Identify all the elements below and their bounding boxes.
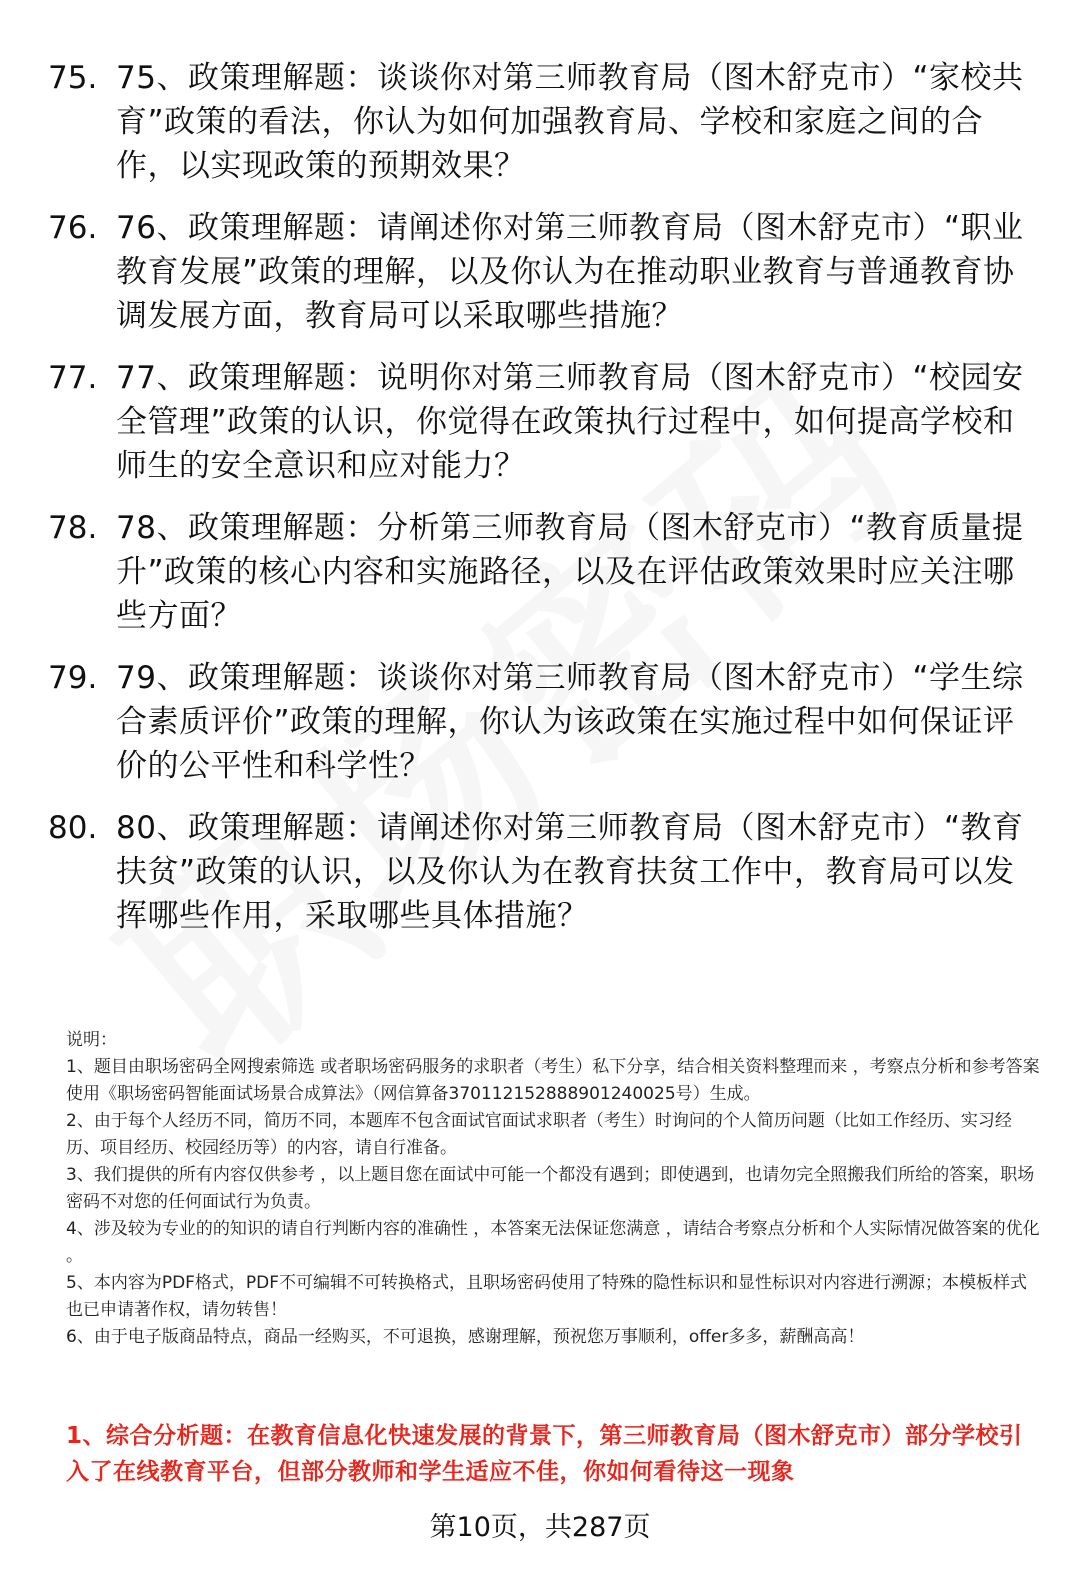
question-text: 78、政策理解题：分析第三师教育局（图木舒克市）“教育质量提升”政策的核心内容和实施路径，以及在评估政策效果时应关注哪些方面？: [116, 510, 1024, 634]
question-text: 76、政策理解题：请阐述你对第三师教育局（图木舒克市）“职业教育发展”政策的理解，以及你认为在推动职业教育与普通教育协调发展方面，教育局可以采取哪些措施？: [116, 210, 1024, 334]
question-number: 76.: [48, 210, 98, 246]
note-item: 4、涉及较为专业的的知识的请自行判断内容的准确性 ，本答案无法保证您满意 ，请结合考察点分析和个人实际情况做答案的优化 。: [66, 1219, 1040, 1266]
note-item: 6、由于电子版商品特点，商品一经购买，不可退换，感谢理解，预祝您万事顺利，offer多多，薪酬高高！: [66, 1327, 865, 1347]
question-item: [48, 56, 1038, 188]
page-number: 第10页，共287页: [429, 1512, 651, 1543]
question-item: [48, 506, 1038, 638]
question-text: 75、政策理解题：谈谈你对第三师教育局（图木舒克市）“家校共育”政策的看法，你认为如何加强教育局、学校和家庭之间的合作，以实现政策的预期效果？: [116, 60, 1024, 184]
note-item: 1、题目由职场密码全网搜索筛选 或者职场密码服务的求职者（考生）私下分享，结合相关资料整理而来 ，考察点分析和参考答案使用《职场密码智能面试场景合成算法》（网信算备370112152888901240025号）生成。: [66, 1057, 1040, 1104]
question-text: 79、政策理解题：谈谈你对第三师教育局（图木舒克市）“学生综合素质评价”政策的理解，你认为该政策在实施过程中如何保证评价的公平性和科学性？: [116, 660, 1024, 784]
notes-heading: 说明：: [66, 1030, 117, 1050]
question-number: 75.: [48, 60, 98, 96]
question-item: [48, 806, 1038, 938]
notes-block: [66, 1027, 1041, 1351]
note-item: 5、本内容为PDF格式，PDF不可编辑不可转换格式，且职场密码使用了特殊的隐性标识和显性标识对内容进行溯源；本模板样式也已申请著作权，请勿转售！: [66, 1273, 1028, 1320]
question-list: [48, 56, 1038, 956]
question-item: [48, 656, 1038, 788]
question-text: 80、政策理解题：请阐述你对第三师教育局（图木舒克市）“教育扶贫”政策的认识，以及你认为在教育扶贫工作中，教育局可以发挥哪些作用，采取哪些具体措施？: [116, 810, 1024, 934]
question-number: 79.: [48, 660, 98, 696]
question-text: 77、政策理解题：说明你对第三师教育局（图木舒克市）“校园安全管理”政策的认识，你觉得在政策执行过程中，如何提高学校和师生的安全意识和应对能力？: [116, 360, 1024, 484]
question-number: 78.: [48, 510, 98, 546]
question-item: [48, 206, 1038, 338]
question-item: [48, 356, 1038, 488]
note-item: 3、我们提供的所有内容仅供参考 ，以上题目您在面试中可能一个都没有遇到；即使遇到，也请勿完全照搬我们所给的答案，职场密码不对您的任何面试行为负责。: [66, 1165, 1035, 1212]
question-number: 77.: [48, 360, 98, 396]
question-number: 80.: [48, 810, 98, 846]
section-heading: 1、综合分析题：在教育信息化快速发展的背景下，第三师教育局（图木舒克市）部分学校引入了在线教育平台，但部分教师和学生适应不佳，你如何看待这一现象: [66, 1423, 1023, 1485]
note-item: 2、由于每个人经历不同，简历不同，本题库不包含面试官面试求职者（考生）时询问的个人简历问题（比如工作经历、实习经历、项目经历、校园经历等）的内容，请自行准备。: [66, 1111, 1012, 1158]
